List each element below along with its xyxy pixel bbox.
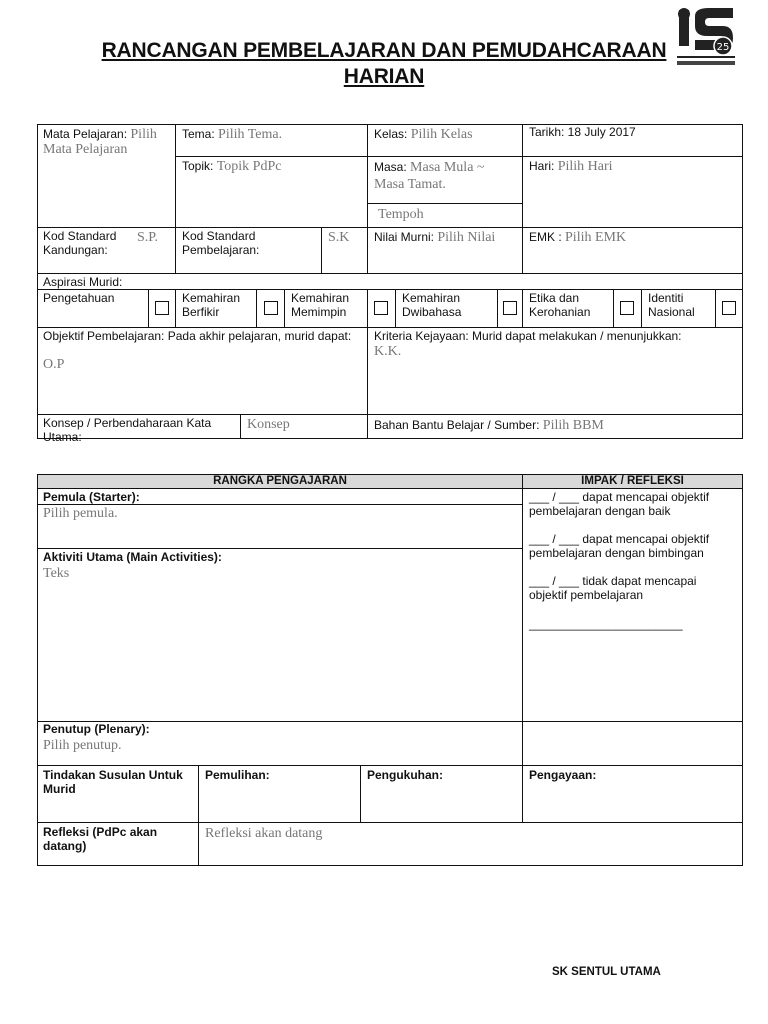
- school-25-logo-icon: [673, 6, 739, 68]
- tindakan-susulan-label: Tindakan Susulan Untuk Murid: [43, 768, 183, 796]
- bbm-label: Bahan Bantu Belajar / Sumber:: [374, 418, 540, 432]
- kelas-label: Kelas:: [374, 127, 408, 141]
- mata-pelajaran-field[interactable]: [43, 127, 173, 157]
- aspirasi-checkbox-dwibahasa[interactable]: [503, 301, 517, 315]
- objektif-value[interactable]: O.P: [43, 357, 65, 372]
- aktiviti-label: Aktiviti Utama (Main Activities):: [43, 550, 222, 564]
- page-title-line2: HARIAN: [343, 65, 425, 88]
- pemula-value[interactable]: Pilih pemula.: [43, 506, 118, 521]
- mata-pelajaran-value[interactable]: Pilih Mata Pelajaran: [43, 127, 157, 157]
- penutup-label: Penutup (Plenary):: [43, 722, 150, 736]
- hari-field[interactable]: [529, 159, 739, 174]
- mata-pelajaran-label: Mata Pelajaran:: [43, 127, 128, 141]
- aspirasi-item: Kemahiran Dwibahasa: [402, 291, 462, 319]
- konsep-value[interactable]: Konsep: [247, 417, 290, 432]
- pemula-label: Pemula (Starter):: [43, 490, 140, 504]
- kod-standard-pembelajaran-label: Kod Standard Pembelajaran:: [182, 229, 260, 257]
- hari-value[interactable]: Pilih Hari: [557, 159, 613, 174]
- hari-label: Hari:: [529, 159, 555, 173]
- nilai-murni-field[interactable]: [374, 230, 519, 245]
- kriteria-label: Kriteria Kejayaan: Murid dapat melakukan / menunjukkan:: [374, 329, 682, 343]
- aspirasi-item: Pengetahuan: [43, 291, 115, 305]
- kod-standard-kandungan-value[interactable]: S.P.: [137, 230, 159, 245]
- nilai-murni-value[interactable]: Pilih Nilai: [437, 230, 496, 245]
- nilai-murni-label: Nilai Murni:: [374, 230, 435, 244]
- page-title-line1: RANCANGAN PEMBELAJARAN DAN PEMUDAHCARAAN: [101, 39, 667, 62]
- bbm-value[interactable]: Pilih BBM: [542, 418, 604, 433]
- topik-label: Topik:: [182, 159, 214, 173]
- aspirasi-item: Etika dan Kerohanian: [529, 291, 591, 319]
- tema-value[interactable]: Pilih Tema.: [218, 127, 283, 142]
- pengukuhan-label: Pengukuhan:: [367, 768, 444, 782]
- aspirasi-checkbox-berfikir[interactable]: [264, 301, 278, 315]
- aspirasi-label: Aspirasi Murid:: [43, 275, 123, 289]
- impak-option-baik[interactable]: ___ / ___ dapat mencapai objektif pembelajaran dengan baik: [529, 490, 710, 518]
- pengayaan-label: Pengayaan:: [529, 768, 597, 782]
- topik-field[interactable]: [182, 159, 362, 174]
- school-name: SK SENTUL UTAMA: [552, 966, 661, 978]
- aspirasi-checkbox-pengetahuan[interactable]: [155, 301, 169, 315]
- kod-standard-pembelajaran-value[interactable]: S.K: [328, 230, 350, 245]
- kod-standard-kandungan-label: Kod Standard Kandungan:: [43, 229, 117, 257]
- emk-value[interactable]: Pilih EMK: [565, 230, 627, 245]
- masa-value[interactable]: Masa Mula ~ Masa Tamat.: [374, 160, 485, 192]
- impak-header: IMPAK / REFLEKSI: [523, 475, 742, 488]
- penutup-value[interactable]: Pilih penutup.: [43, 738, 122, 753]
- impak-option-tidak[interactable]: ___ / ___ tidak dapat mencapai objektif pembelajaran: [529, 574, 697, 602]
- tempoh-value[interactable]: Tempoh: [378, 207, 424, 222]
- tarikh-field[interactable]: Tarikh: 18 July 2017: [529, 125, 636, 139]
- rangka-header: RANGKA PENGAJARAN: [38, 475, 522, 488]
- kriteria-value[interactable]: K.K.: [374, 344, 402, 359]
- objektif-label: Objektif Pembelajaran: Pada akhir pelajaran, murid dapat:: [43, 329, 352, 343]
- masa-label: Masa:: [374, 160, 407, 174]
- pemulihan-label: Pemulihan:: [205, 768, 270, 782]
- impak-option-bimbingan[interactable]: ___ / ___ dapat mencapai objektif pembelajaran dengan bimbingan: [529, 532, 710, 560]
- aspirasi-checkbox-kerohanian[interactable]: [620, 301, 634, 315]
- emk-label: EMK :: [529, 230, 562, 244]
- refleksi-value[interactable]: Refleksi akan datang: [205, 826, 323, 841]
- logo-label: 25: [716, 42, 730, 53]
- refleksi-label: Refleksi (PdPc akan datang): [43, 825, 158, 853]
- tema-field[interactable]: [182, 127, 362, 142]
- kelas-field[interactable]: [374, 127, 519, 142]
- aspirasi-item: Identiti Nasional: [648, 291, 695, 319]
- topik-value[interactable]: Topik PdPc: [216, 159, 282, 174]
- bbm-field[interactable]: [374, 418, 734, 433]
- aspirasi-checkbox-memimpin[interactable]: [374, 301, 388, 315]
- page-title: [0, 38, 768, 90]
- aktiviti-value[interactable]: Teks: [43, 566, 70, 581]
- konsep-label: Konsep / Perbendaharaan Kata Utama:: [43, 416, 212, 444]
- aspirasi-item: Kemahiran Memimpin: [291, 291, 350, 319]
- aspirasi-checkbox-nasional[interactable]: [722, 301, 736, 315]
- masa-field[interactable]: [374, 159, 509, 193]
- tema-label: Tema:: [182, 127, 215, 141]
- emk-field[interactable]: [529, 230, 739, 245]
- impak-notes-line[interactable]: _______________________: [529, 617, 683, 631]
- aspirasi-item: Kemahiran Berfikir: [182, 291, 241, 319]
- kelas-value[interactable]: Pilih Kelas: [410, 127, 473, 142]
